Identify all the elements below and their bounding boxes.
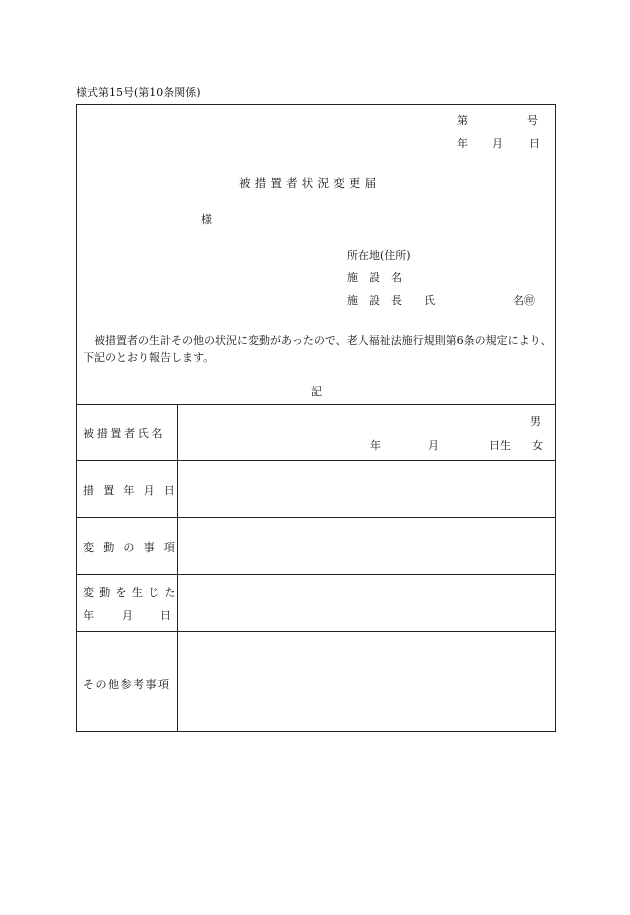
gender-female: 女 <box>532 439 543 452</box>
birth-nen: 年 <box>370 439 381 452</box>
number-dai: 第 <box>457 114 468 127</box>
form-frame <box>76 104 556 732</box>
row-label-measure-date: 措置年月日 <box>83 484 184 497</box>
row-label-name: 被措置者氏名 <box>83 427 166 440</box>
table-top-line <box>76 404 556 405</box>
table-row-divider <box>76 631 556 632</box>
form-title: 被措置者状況変更届 <box>239 176 381 190</box>
gender-male: 男 <box>530 415 541 428</box>
table-row-divider <box>76 460 556 461</box>
row-label-other-notes: その他参考事項 <box>83 678 171 691</box>
row-label-change-date-line1: 変動を生じた <box>83 586 181 599</box>
birth-tsuki: 月 <box>428 439 439 452</box>
date-tsuki: 月 <box>492 137 503 150</box>
table-row-divider <box>76 517 556 518</box>
ki-label: 記 <box>311 385 322 398</box>
name-seal-label: 名㊞ <box>513 294 535 307</box>
table-row-divider <box>76 574 556 575</box>
row-label-change-tsuki: 月 <box>122 609 133 622</box>
table-column-divider <box>177 404 178 732</box>
report-body-text: 被措置者の生計その他の状況に変動があったので、老人福祉法施行規則第6条の規定により、下記のとおり報告します。 <box>83 334 552 364</box>
row-label-change-item: 変動の事項 <box>83 541 184 554</box>
location-label: 所在地(住所) <box>347 249 411 262</box>
birth-hi-sei: 日生 <box>489 439 511 452</box>
date-nen: 年 <box>457 137 468 150</box>
form-caption: 様式第15号(第10条関係) <box>76 86 201 99</box>
row-label-change-nen: 年 <box>83 609 94 622</box>
number-go: 号 <box>527 114 538 127</box>
date-hi: 日 <box>529 137 540 150</box>
facility-name-label: 施 設 名 <box>347 271 402 284</box>
row-label-change-hi: 日 <box>160 609 171 622</box>
addressee-sama: 様 <box>201 213 212 226</box>
director-label: 施 設 長 氏 <box>347 294 435 307</box>
